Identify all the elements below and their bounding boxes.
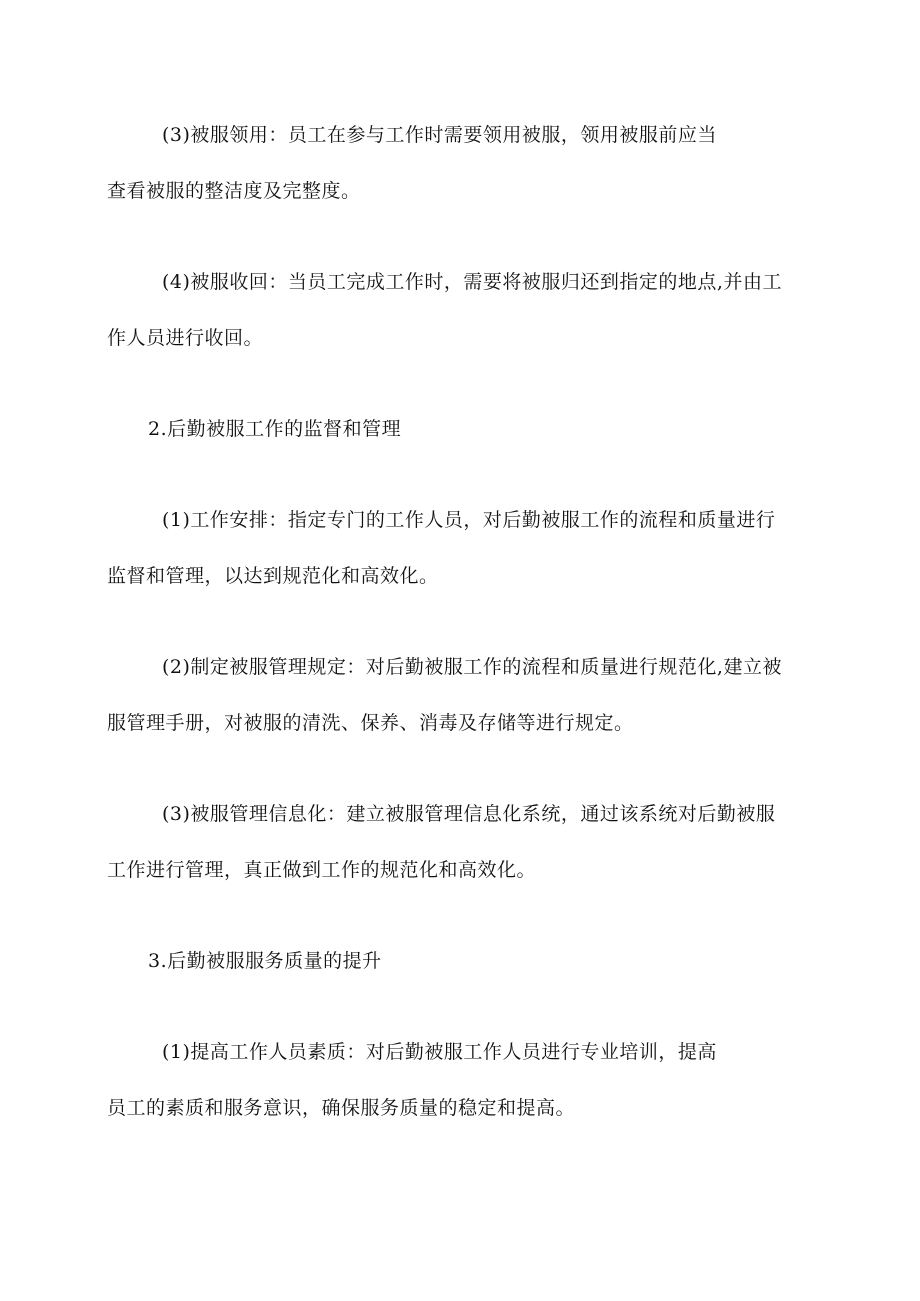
paragraph-3-line-1: (3)被服领用：员工在参与工作时需要领用被服，领用被服前应当 bbox=[162, 124, 717, 146]
paragraph-2-3-line-2: 工作进行管理，真正做到工作的规范化和高效化。 bbox=[107, 859, 537, 881]
section-heading-3: 3.后勤被服服务质量的提升 bbox=[148, 950, 382, 972]
paragraph-4-line-1: (4)被服收回：当员工完成工作时，需要将被服归还到指定的地点,并由工 bbox=[162, 271, 782, 293]
paragraph-3-1-line-2: 员工的素质和服务意识，确保服务质量的稳定和提高。 bbox=[107, 1097, 576, 1119]
paragraph-3-1-line-1: (1)提高工作人员素质：对后勤被服工作人员进行专业培训，提高 bbox=[162, 1041, 717, 1063]
section-heading-2: 2.后勤被服工作的监督和管理 bbox=[148, 418, 402, 440]
paragraph-3-line-2: 查看被服的整洁度及完整度。 bbox=[107, 180, 361, 202]
paragraph-2-1-line-2: 监督和管理，以达到规范化和高效化。 bbox=[107, 565, 439, 587]
paragraph-2-2-line-1: (2)制定被服管理规定：对后勤被服工作的流程和质量进行规范化,建立被 bbox=[162, 656, 782, 678]
paragraph-2-1-line-1: (1)工作安排：指定专门的工作人员，对后勤被服工作的流程和质量进行 bbox=[162, 509, 776, 531]
paragraph-4-line-2: 作人员进行收回。 bbox=[107, 327, 264, 349]
paragraph-2-2-line-2: 服管理手册，对被服的清洗、保养、消毒及存储等进行规定。 bbox=[107, 712, 634, 734]
paragraph-2-3-line-1: (3)被服管理信息化：建立被服管理信息化系统，通过该系统对后勤被服 bbox=[162, 803, 776, 825]
